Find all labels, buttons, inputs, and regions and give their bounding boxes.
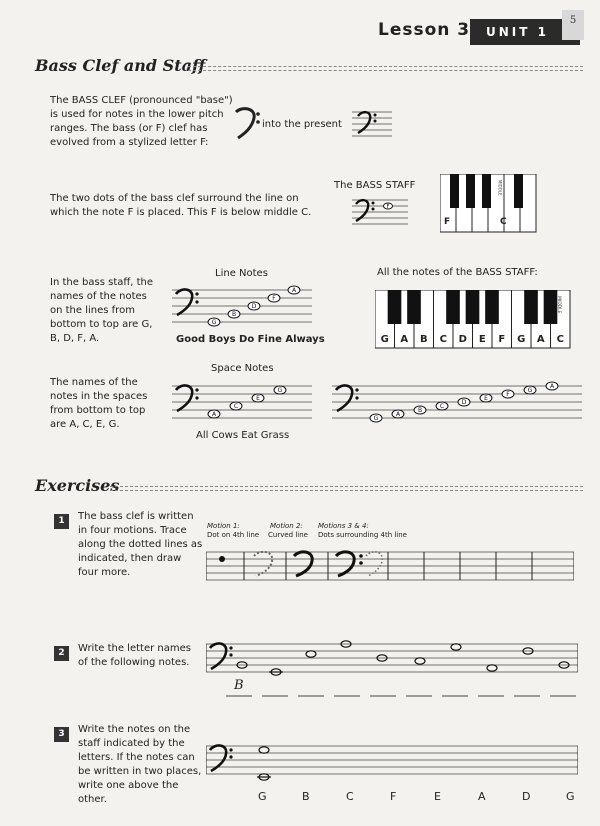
unit-badge: UNIT 1 <box>470 19 580 45</box>
line-note-0-label: G <box>211 319 217 327</box>
all-note-2-label: B <box>417 407 423 415</box>
exercise-number-2: 2 <box>54 646 69 661</box>
key-letter-4: D <box>458 334 467 345</box>
space-notes-staff <box>172 380 312 424</box>
title-rule <box>188 66 583 71</box>
exercise-3-letter-2: C <box>346 790 354 803</box>
key-letter-2: B <box>419 334 428 345</box>
all-notes-staff <box>332 346 582 426</box>
black-key-7 <box>524 290 538 324</box>
line-note-3-label: F <box>272 295 276 303</box>
exercise-3-letter-7: G <box>566 790 575 803</box>
motion2-title: Motion 2: <box>270 522 303 530</box>
key-letter-1: A <box>400 334 409 345</box>
line-note-1-label: B <box>231 311 237 319</box>
intro-text: The BASS CLEF (pronounced "base") is used for notes in the lower pitch ranges. The bass (or F) clef has evolved from a stylized letter F: <box>50 95 233 148</box>
key-letter-5: E <box>478 334 486 345</box>
modern-bass-clef-staff <box>352 108 392 140</box>
space-notes-title: Space Notes <box>211 363 274 374</box>
section-title-exercises: Exercises <box>35 476 120 495</box>
line-mnemonic: Good Boys Do Fine Always <box>176 334 325 345</box>
exercise-1-staff[interactable] <box>206 546 574 588</box>
line-notes-staff <box>172 284 312 328</box>
line-note-4-label: A <box>291 287 297 295</box>
space-note-1-label: C <box>233 403 239 411</box>
all-note-8-label: A <box>549 383 555 391</box>
all-note-0-label: G <box>373 415 379 423</box>
key-letter-0: G <box>380 334 389 345</box>
exercise-2-staff <box>206 636 578 680</box>
all-note-6-label: F <box>506 391 510 399</box>
exercise-3-text: Write the notes on the staff indicated by the letters. If the notes can be written in two places, write one above the other. <box>78 724 202 805</box>
small-keyboard-f-label: F <box>444 217 451 227</box>
big-keyboard <box>375 290 585 350</box>
motion1-title: Motion 1: <box>207 522 240 530</box>
key-letter-7: G <box>517 334 526 345</box>
space-mnemonic: All Cows Eat Grass <box>196 430 290 441</box>
exercise-3-staff[interactable] <box>206 740 578 782</box>
exercise-number-3: 3 <box>54 727 69 742</box>
exercise-3-letter-1: B <box>302 790 310 803</box>
exercise-3-letter-3: F <box>390 790 397 803</box>
motion34-desc: Dots surrounding 4th line <box>318 531 407 539</box>
section-title-bass-clef: Bass Clef and Staff <box>35 56 206 75</box>
dots-text: The two dots of the bass clef surround the line on which the note F is placed. This F is below middle C. <box>50 193 312 218</box>
line-notes-title: Line Notes <box>215 268 268 279</box>
exercise-number-1: 1 <box>54 514 69 529</box>
all-notes-title: All the notes of the BASS STAFF: <box>377 267 538 278</box>
small-keyboard-c-label: C <box>500 217 507 227</box>
black-key-0 <box>388 290 402 324</box>
all-note-4-label: D <box>461 399 467 407</box>
lesson-heading: Lesson 3 <box>378 20 471 40</box>
black-key-5 <box>485 290 499 324</box>
exercise-3-letter-4: E <box>434 790 441 803</box>
exercises-rule <box>110 486 583 491</box>
bass-staff-label: The BASS STAFF <box>334 180 416 191</box>
black-key-4 <box>466 290 480 324</box>
stylized-f-icon <box>232 104 262 140</box>
key-letter-3: C <box>439 334 447 345</box>
all-note-5-label: E <box>484 395 488 403</box>
black-key-1 <box>407 290 421 324</box>
small-keyboard <box>440 174 540 234</box>
key-letter-6: F <box>498 334 506 345</box>
all-note-7-label: G <box>527 387 533 395</box>
exercise-2-text: Write the letter names of the following notes. <box>78 643 191 668</box>
into-present-text: into the present <box>262 119 342 130</box>
space-note-2-label: E <box>256 395 260 403</box>
exercise-3-letter-5: A <box>478 790 486 803</box>
space-notes-text: The names of the notes in the spaces from bottom to top are A, C, E, G. <box>50 377 148 430</box>
exercise-3-letters <box>206 790 578 804</box>
key-letter-9: C <box>556 334 564 345</box>
motion1-desc: Dot on 4th line <box>207 531 260 539</box>
exercise-3-letter-6: D <box>522 790 531 803</box>
exercise-1-text: The bass clef is written in four motions. Trace along the dotted lines as indicated, then draw four more. <box>78 511 203 578</box>
line-note-2-label: D <box>251 303 257 311</box>
bass-staff-f-example <box>352 196 408 228</box>
exercise-3-letter-0: G <box>258 790 267 803</box>
exercise-2-example-answer: B <box>234 678 244 693</box>
motion34-title: Motions 3 & 4: <box>318 522 369 530</box>
svg-text:F: F <box>386 204 390 210</box>
all-note-3-label: C <box>439 403 445 411</box>
line-notes-text: In the bass staff, the names of the notes on the lines from bottom to top are G, B, D, F, A. <box>50 277 154 344</box>
key-letter-8: A <box>536 334 545 345</box>
space-note-3-label: G <box>277 387 283 395</box>
black-key-3 <box>446 290 460 324</box>
space-note-0-label: A <box>211 411 217 419</box>
exercise-2-answer-blanks[interactable] <box>226 694 578 698</box>
motion2-desc: Curved line <box>268 531 308 539</box>
all-note-1-label: A <box>395 411 401 419</box>
big-keyboard-middle-label: MIDDLE <box>555 296 561 314</box>
page-number: 5 <box>562 10 584 40</box>
middle-label: MIDDLE <box>497 180 503 196</box>
